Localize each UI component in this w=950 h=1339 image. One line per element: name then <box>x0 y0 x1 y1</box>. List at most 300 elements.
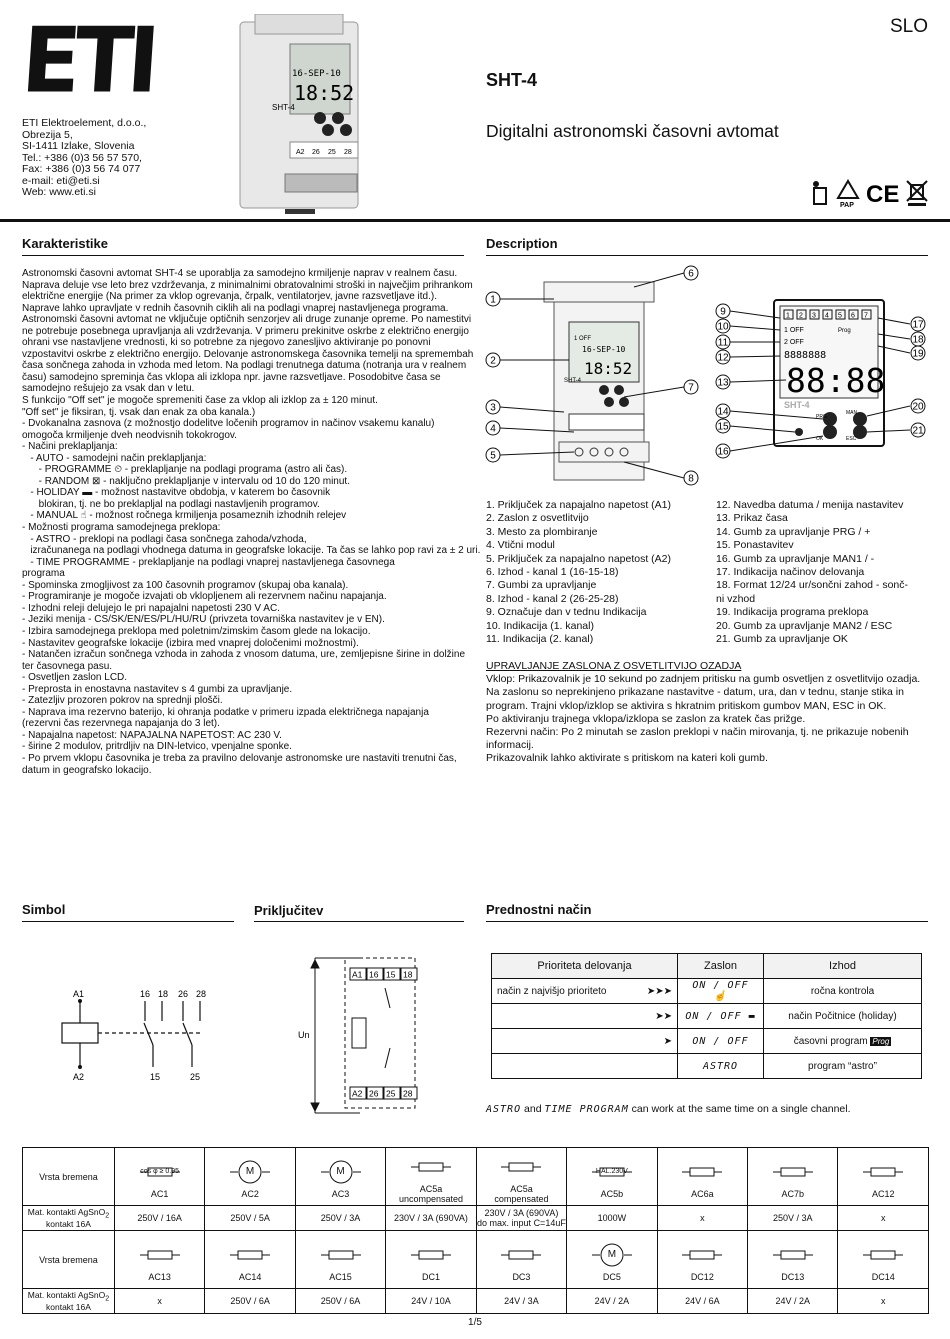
backlight-info-line: Vklop: Prikazovalnik je 10 sekund po zadnjem pritisku na gumb osvetljen z osvetlitvijo ozadja. <box>486 673 921 686</box>
load-name-2: uncompensated <box>398 1193 463 1204</box>
contact-rating: kontakt 16A <box>46 1219 91 1230</box>
priority-cell <box>492 1004 678 1029</box>
output-text: ročna kontrola <box>810 985 875 997</box>
load-name: AC5b <box>600 1188 624 1199</box>
load-symbol <box>115 1155 204 1189</box>
header-divider <box>0 219 950 222</box>
company-line: e-mail: eti@eti.si <box>22 174 100 187</box>
legend-right-line: 15. Ponastavitev <box>716 539 794 552</box>
backlight-info-line: Na zaslonu so neprekinjeno prikazane nastavitve - datum, ura, dan v tednu, stanje stika in <box>486 686 904 699</box>
relay-symbol <box>40 985 220 1085</box>
callout-16: 16 <box>717 446 729 458</box>
ce-label: CE <box>866 181 900 206</box>
load-type-cell <box>205 1231 295 1289</box>
output-cell <box>764 1054 922 1079</box>
contact-text: Mat. kontakti AgSnO <box>27 1206 106 1217</box>
day-label: 3 <box>812 312 816 320</box>
load-value-cell <box>657 1289 747 1314</box>
load-type-cell <box>838 1148 929 1206</box>
callout-4: 4 <box>490 423 496 435</box>
sym-a2: A2 <box>73 1072 85 1082</box>
load-name: AC15 <box>329 1271 352 1282</box>
karakteristike-line: programa <box>22 568 65 580</box>
karakteristike-line: - Naprava ima rezervno baterijo, ki ohranja podatke v primeru izpada električnega napajanja <box>22 706 429 718</box>
legend-left-line: 11. Indikacija (2. kanal) <box>486 633 594 646</box>
device-diagram <box>484 262 714 492</box>
load-type-cell <box>748 1231 838 1289</box>
load-symbol <box>567 1155 656 1189</box>
weee-crossed-bin-icon <box>906 179 928 207</box>
karakteristike-line: - Zatezljiv prozoren pokrov na sprednji plošči. <box>22 695 223 707</box>
karakteristike-line: (rezervni čas rezervnega napajanja do 3 let). <box>22 718 220 730</box>
output-cell <box>764 1029 922 1054</box>
karakteristike-divider <box>22 255 464 256</box>
karakteristike-line: - Preprosta in enostavna nastavitev s 4 gumbi za upravljanje. <box>22 683 293 695</box>
company-line: SI-1411 Izlake, Slovenia <box>22 140 135 152</box>
callout-8: 8 <box>688 473 694 485</box>
legend-left-line: 3. Mesto za plombiranje <box>486 525 598 538</box>
load-name: AC14 <box>238 1271 262 1282</box>
priority-cell <box>492 1029 678 1054</box>
legend-left-line: 4. Vtični modul <box>486 539 555 552</box>
karakteristike-line: - Nastavitev geografske lokacije (izbira med vnaprej določenimi možnostmi). <box>22 637 359 649</box>
output-col-header: Izhod <box>764 954 922 979</box>
load-symbol <box>748 1155 837 1189</box>
priority-cell <box>492 1054 678 1079</box>
load-type-cell <box>657 1231 747 1289</box>
load-value-2: do max. input C=14uF <box>477 1218 566 1228</box>
load-value: 24V / 6A <box>685 1296 720 1306</box>
recycle-bin-icon <box>810 180 830 206</box>
backlight-info-line: Po aktiviranju trajnega vklopa/izklopa se zaslon za kratek čas prižge. <box>486 712 806 725</box>
diagram-date: 16-SEP-10 <box>582 345 626 354</box>
karakteristike-line: Astronomski časovni avtomat SHT-4 se uporablja za samodejno krmiljenje naprav v realnem času. <box>22 268 458 279</box>
load-name: DC14 <box>871 1271 895 1282</box>
company-address <box>22 118 146 199</box>
priority-row <box>492 1004 922 1029</box>
load-type-cell <box>476 1148 566 1206</box>
load-type-cell <box>386 1231 476 1289</box>
callout-1: 1 <box>490 294 496 306</box>
load-table <box>22 1147 929 1314</box>
karakteristike-line: - HOLIDAY ▬ - možnost nastavitve obdobja, v katerem bo časovnik <box>22 487 331 499</box>
priority-note <box>486 1103 851 1116</box>
load-symbol-icon <box>501 1242 541 1268</box>
legend-right-line: 20. Gumb za upravljanje MAN2 / ESC <box>716 619 893 632</box>
karakteristike-line: omogoča krmiljenje dveh neodvisnih tokokrogov. <box>22 429 237 441</box>
load-value-cell <box>567 1206 657 1231</box>
terminal-label: A2 <box>352 1088 363 1099</box>
load-value: 250V / 3A <box>773 1213 813 1223</box>
load-name: AC5a <box>510 1183 533 1194</box>
callout-13: 13 <box>717 377 729 389</box>
sym-16: 16 <box>140 989 151 999</box>
load-name: AC7b <box>781 1188 805 1199</box>
callout-6: 6 <box>688 268 694 280</box>
display-text: ON / OFF <box>692 1035 749 1047</box>
day-label: 6 <box>851 312 855 320</box>
load-type-cell <box>295 1231 385 1289</box>
load-value-cell <box>295 1206 385 1231</box>
load-symbol <box>205 1155 294 1189</box>
display-text: ON / OFF ☝ <box>692 980 749 1002</box>
sym-18: 18 <box>158 989 169 999</box>
display-text: ASTRO <box>702 1060 739 1072</box>
product-date: 16-SEP-10 <box>292 69 341 79</box>
contact-label <box>23 1289 115 1314</box>
karakteristike-line: - Programiranje je mogoče izvajati ob vklopljenem ali rezervnem načinu napajanja. <box>22 591 387 603</box>
day-label: 5 <box>838 312 842 320</box>
contact-label <box>23 1206 115 1231</box>
load-value-cell <box>748 1289 838 1314</box>
priority-row <box>492 1029 922 1054</box>
company-line: Obrezija 5, <box>22 128 73 141</box>
load-symbol <box>477 1238 566 1272</box>
product-subtitle: Digitalni astronomski časovni avtomat <box>486 121 779 141</box>
callout-9: 9 <box>720 306 726 318</box>
legend-right-line: 14. Gumb za upravljanje PRG / + <box>716 525 871 538</box>
karakteristike-line: ohrani vse nastavljene vrednosti, ki so potrebne za njegovo zanesljivo aktiviranje po ponovni <box>22 337 431 349</box>
load-symbol-icon <box>773 1159 813 1185</box>
load-name: AC2 <box>241 1188 259 1199</box>
load-value-cell <box>114 1206 204 1231</box>
sym-28: 28 <box>196 989 207 999</box>
display-text: ON / OFF ▬ <box>685 1010 756 1022</box>
priority-arrows: ➤ <box>663 1035 672 1047</box>
company-line: Web: www.eti.si <box>22 186 96 198</box>
sym-25: 25 <box>190 1072 201 1082</box>
karakteristike-text <box>22 268 481 776</box>
karakteristike-line: S funkcijo "Off set" je mogoče spremeniti čase za vklop ali izklop za ± 120 minut. <box>22 395 378 407</box>
load-value-row <box>23 1289 929 1314</box>
load-type-label <box>23 1231 115 1289</box>
karakteristike-line: - Napajalna napetost: NAPAJALNA NAPETOST: AC 230 V. <box>22 729 282 741</box>
callout-17: 17 <box>912 319 924 331</box>
legend-right-line: 13. Prikaz časa <box>716 512 788 525</box>
load-value-cell <box>295 1289 385 1314</box>
load-name: AC3 <box>331 1188 350 1199</box>
product-term-a2: A2 <box>296 149 305 156</box>
load-type-cell <box>657 1148 747 1206</box>
load-value: 250V / 5A <box>230 1213 270 1223</box>
load-symbol <box>567 1238 656 1272</box>
load-symbol-icon <box>682 1159 722 1185</box>
load-name: DC13 <box>781 1271 805 1282</box>
product-image <box>230 14 370 214</box>
load-value-cell <box>567 1289 657 1314</box>
prikljucitev-divider <box>254 921 464 922</box>
product-time: 18:52 <box>294 81 355 105</box>
legend-right <box>716 499 908 646</box>
karakteristike-line: Naprava deluje vse leto brez vzdrževanja, z minimalnimi obratovalnimi stroški in največjim prihrankom <box>22 279 473 291</box>
load-type-cell <box>567 1231 657 1289</box>
callout-14: 14 <box>717 406 729 418</box>
load-value-cell <box>838 1289 929 1314</box>
karakteristike-line: časa sončnega zahoda in vzhoda med letom. Na podlagi trenutnega datuma (notranja ura v realnem <box>22 360 467 372</box>
display-cell <box>678 1054 764 1079</box>
legend-right-line: 21. Gumb za upravljanje OK <box>716 633 848 646</box>
load-symbol-icon <box>501 1154 541 1180</box>
karakteristike-line: - širine 2 modulov, pritrdljiv na DIN-letvico, vpenjalne sponke. <box>22 741 292 753</box>
legend-right-line: 18. Format 12/24 ur/sončni zahod - sonč- <box>716 579 909 592</box>
display-model: SHT-4 <box>784 400 810 410</box>
callout-5: 5 <box>490 450 496 462</box>
load-value: x <box>880 1213 886 1223</box>
terminal-label: 18 <box>403 969 413 980</box>
load-value: x <box>157 1296 162 1306</box>
load-symbol-icon <box>682 1242 722 1268</box>
backlight-info <box>486 660 931 766</box>
load-symbol <box>296 1238 385 1272</box>
karakteristike-line: Naprave lahko upravljate v rednih časovnih ciklih ali na podlagi vnaprej nastavljenega programa. <box>22 302 449 314</box>
load-name: DC5 <box>602 1271 621 1282</box>
load-value-cell <box>205 1206 295 1231</box>
karakteristike-line: "Off set" je fiksiran, tj. vsak dan enak za oba kanala.) <box>22 406 256 418</box>
prednostni-divider <box>486 921 928 922</box>
load-value: 250V / 6A <box>230 1296 270 1306</box>
load-symbol-icon <box>411 1242 451 1268</box>
load-symbol <box>115 1238 204 1272</box>
karakteristike-line: ter časovnega pasu. <box>22 660 113 672</box>
contact-text: Mat. kontakti AgSnO <box>27 1289 106 1300</box>
display-cell <box>678 979 764 1004</box>
load-type-text: Vrsta bremena <box>39 1171 98 1182</box>
karakteristike-line: - PROGRAMME ⏲ - preklapljanje na podlagi programa (astro ali čas). <box>22 464 348 476</box>
load-symbol-icon <box>863 1159 903 1185</box>
load-type-cell <box>114 1148 204 1206</box>
pap-recycling-icon <box>836 178 860 208</box>
load-symbol-text: cos φ ≥ 0.95 <box>140 1168 180 1175</box>
terminal-label: 15 <box>386 969 396 980</box>
load-symbol-icon <box>140 1242 180 1268</box>
contact-sub: 2 <box>105 1294 110 1303</box>
karakteristike-line: datum in geografsko lokacijo. <box>22 764 152 776</box>
load-value: 24V / 2A <box>775 1296 811 1306</box>
karakteristike-line: - MANUAL ☝ - možnost ročnega krmiljenja posameznih izhodnih relejev <box>22 510 347 522</box>
day-label: 7 <box>864 312 868 320</box>
display-prog: Prog <box>838 328 851 334</box>
prog-badge: Prog <box>872 1036 890 1046</box>
load-value: 250V / 3A <box>320 1213 361 1223</box>
legend-right-line: 12. Navedba datuma / menija nastavitev <box>716 499 904 511</box>
certification-marks <box>810 178 928 208</box>
load-type-row <box>23 1231 929 1289</box>
output-cell <box>764 979 922 1004</box>
load-symbol <box>658 1238 747 1272</box>
karakteristike-line: - TIME PROGRAMME - preklapljanje na podlagi vnaprej nastavljenega časovnega <box>22 556 395 568</box>
legend-left <box>486 499 671 646</box>
callout-10: 10 <box>717 321 729 333</box>
load-symbol <box>838 1155 928 1189</box>
load-type-cell <box>567 1148 657 1206</box>
day-label: 1 <box>786 312 790 320</box>
callout-12: 12 <box>717 352 729 364</box>
callout-20: 20 <box>912 401 924 413</box>
diagram-ch1: 1 OFF <box>574 336 592 342</box>
display-btn-esc: ESC <box>846 436 857 442</box>
motor-label: M <box>336 1166 345 1177</box>
load-symbol-icon <box>230 1242 270 1268</box>
motor-label: M <box>607 1249 617 1260</box>
karakteristike-line: samodejno rešujejo za vsak dan v letu. <box>22 383 195 395</box>
motor-label: M <box>245 1166 255 1177</box>
karakteristike-line: - Natančen izračun sončnega vzhoda in zahoda z vnosom datuma, ure, zemljepisne širine in dolžine <box>22 649 466 661</box>
note-time-program: TIME PROGRAM <box>544 1104 629 1115</box>
karakteristike-line: - Spominska zmogljivost za 100 časovnih programov (skupaj oba kanala). <box>22 579 349 591</box>
legend-left-line: 2. Zaslon z osvetlitvijo <box>486 512 589 525</box>
display-cell <box>678 1004 764 1029</box>
description-title: Description <box>486 236 558 251</box>
load-type-cell <box>295 1148 385 1206</box>
callout-21: 21 <box>912 425 924 437</box>
load-value: x <box>700 1213 705 1223</box>
language-code: SLO <box>889 16 928 37</box>
load-name: AC13 <box>148 1271 171 1282</box>
karakteristike-line: izračunanega na podlagi vhodnega datuma in geografske lokacije. Ta čas se lahko pop ravi za ± 2 uri. <box>22 545 481 557</box>
ce-mark-icon <box>866 180 900 206</box>
load-symbol <box>838 1238 928 1272</box>
load-name: DC12 <box>690 1271 714 1282</box>
legend-left-line: 9. Označuje dan v tednu Indikacija <box>486 606 647 619</box>
simbol-divider <box>22 921 234 922</box>
company-line: Tel.: +386 (0)3 56 57 570, <box>22 151 142 164</box>
load-value-cell <box>386 1289 476 1314</box>
terminal-label: 26 <box>369 1088 379 1099</box>
load-symbol <box>386 1150 475 1184</box>
karakteristike-line: - RANDOM ⊠ - naključno preklapljanje v intervalu od 10 do 120 minut. <box>22 475 350 487</box>
legend-left-line: 10. Indikacija (1. kanal) <box>486 619 594 632</box>
load-value: 24V / 3A <box>504 1296 539 1306</box>
load-value-cell <box>386 1206 476 1231</box>
display-cell <box>678 1029 764 1054</box>
load-name: DC3 <box>512 1271 531 1282</box>
karakteristike-title: Karakteristike <box>22 236 108 251</box>
priority-cell <box>492 979 678 1004</box>
load-value-cell <box>476 1206 566 1231</box>
backlight-info-line: Rezervni način: Po 2 minutah se zaslon preklopi v način mirovanja, tj. ne prikazuje nobenih <box>486 726 909 739</box>
eti-logo: ETI <box>18 8 157 114</box>
contact-rating: kontakt 16A <box>46 1302 91 1313</box>
priority-arrows: ➤➤➤ <box>646 985 672 997</box>
karakteristike-line: - AUTO - samodejni način preklapljanja: <box>22 452 207 464</box>
load-symbol-icon <box>411 1154 451 1180</box>
karakteristike-line: - Osvetljen zaslon LCD. <box>22 672 128 684</box>
terminal-label: 28 <box>403 1088 413 1099</box>
load-value: 250V / 16A <box>137 1213 182 1223</box>
sym-26: 26 <box>178 989 189 999</box>
load-type-cell <box>205 1148 295 1206</box>
callout-15: 15 <box>717 421 729 433</box>
backlight-info-line: Prikazovalnik lahko aktivirate s pritiskom na kateri koli gumb. <box>486 752 768 765</box>
load-name: AC12 <box>871 1188 895 1199</box>
priority-col-header: Prioriteta delovanja <box>492 954 678 979</box>
note-and: and <box>521 1103 545 1115</box>
priority-row <box>492 1054 922 1079</box>
backlight-info-line: program. Trajni vklop/izklop se aktivira s hkratnim pritiskom gumbov MAN, ESC in OK. <box>486 699 887 712</box>
display-ch1: 1 OFF <box>784 327 804 334</box>
karakteristike-line: blokiran, tj. ne bo preklapljal na podlagi nastavljenih programov. <box>22 498 320 510</box>
contact-sub: 2 <box>105 1211 110 1220</box>
karakteristike-line: električne energije (Na primer za vklop ogrevanja, črpalk, ventilatorjev, javne razsvetljave itd.). <box>22 291 437 303</box>
output-text: časovni program <box>793 1035 868 1047</box>
load-type-cell <box>838 1231 929 1289</box>
load-symbol <box>658 1155 747 1189</box>
load-type-cell <box>476 1231 566 1289</box>
priority-row <box>492 979 922 1004</box>
karakteristike-line: času) samodejno spreminja čas vklopa ali izklopa npr. javne razsvetljave. Posodobitve časa se <box>22 371 441 383</box>
load-value-cell <box>838 1206 929 1231</box>
product-term-26: 26 <box>312 149 320 156</box>
legend-left-line: 7. Gumbi za upravljanje <box>486 579 597 592</box>
callout-2: 2 <box>490 355 496 367</box>
callout-7: 7 <box>688 382 694 394</box>
legend-right-line: 16. Gumb za upravljanje MAN1 / - <box>716 552 875 565</box>
load-type-label <box>23 1148 115 1206</box>
karakteristike-line: Astronomski časovni avtomat ne vključuje optičnih senzorjev ali druge zunanje opreme. Po namestitvi <box>22 314 472 326</box>
legend-left-line: 5. Priključek za napajalno napetost (A2) <box>486 552 672 565</box>
description-divider <box>486 255 928 256</box>
load-type-cell <box>114 1231 204 1289</box>
legend-left-line: 8. Izhod - kanal 2 (26-25-28) <box>486 592 619 605</box>
priority-header-row <box>492 954 922 979</box>
karakteristike-line: - Izhodni releji delujejo le pri napajalni napetosti 230 V AC. <box>22 602 280 614</box>
product-model: SHT-4 <box>272 103 295 112</box>
karakteristike-line: - Izbira samodejnega preklopa med poletnim/zimskim časom glede na lokacijo. <box>22 625 371 637</box>
load-symbol <box>205 1238 294 1272</box>
terminal-label: A1 <box>352 969 363 980</box>
load-value-cell <box>657 1206 747 1231</box>
display-btn-prg: PRG <box>816 414 827 420</box>
display-ch2: 2 OFF <box>784 339 804 346</box>
display-big-time: 88:88 <box>786 361 886 400</box>
karakteristike-line: vzpostavitvi oskrbe z električno energijo. Delovanje astronomskega časovnika temelji na spremembah <box>22 348 474 360</box>
wiring-diagram <box>290 948 430 1123</box>
backlight-info-title: UPRAVLJANJE ZASLONA Z OSVETLITVIJO OZADJA <box>486 660 742 672</box>
legend-right-line: 17. Indikacija načinov delovanja <box>716 566 865 579</box>
priority-table <box>491 953 922 1079</box>
legend-right-line: ni vzhod <box>716 592 756 605</box>
sym-a1: A1 <box>73 989 85 999</box>
load-type-row <box>23 1148 929 1206</box>
load-name: AC6a <box>691 1188 714 1199</box>
load-symbol <box>748 1238 837 1272</box>
load-type-text: Vrsta bremena <box>39 1254 98 1265</box>
load-type-cell <box>748 1148 838 1206</box>
backlight-info-line: informacij. <box>486 739 534 752</box>
karakteristike-line: - Po prvem vklopu časovnika je treba za pravilno delovanje astronomske ure nastaviti trenutni čas, <box>22 752 457 764</box>
load-symbol-text: HAL.230V <box>595 1168 628 1175</box>
load-name: AC5a <box>419 1183 443 1194</box>
prikljucitev-title: Priključitev <box>254 903 324 918</box>
day-label: 2 <box>799 312 803 320</box>
karakteristike-line: - Načini preklapljanja: <box>22 441 118 453</box>
simbol-title: Simbol <box>22 902 66 917</box>
legend-right-line: 19. Indikacija programa preklopa <box>716 606 869 619</box>
load-symbol <box>386 1238 475 1272</box>
karakteristike-line: - Jeziki menija - CS/SK/EN/ES/PL/HU/RU (privzeta tovarniška nastavitev je v EN). <box>22 614 385 626</box>
day-label: 4 <box>825 312 829 320</box>
display-diagram <box>710 296 932 466</box>
load-value-row <box>23 1206 929 1231</box>
output-text: program “astro” <box>808 1060 877 1072</box>
display-date-segments: 8888888 <box>784 350 827 361</box>
display-btn-man: MAN <box>846 410 858 416</box>
legend-left-line: 1. Priključek za napajalno napetost (A1) <box>486 499 672 511</box>
sym-15: 15 <box>150 1072 161 1082</box>
load-name: AC1 <box>150 1188 169 1199</box>
pap-label: PAP <box>840 202 854 208</box>
callout-18: 18 <box>912 334 924 346</box>
